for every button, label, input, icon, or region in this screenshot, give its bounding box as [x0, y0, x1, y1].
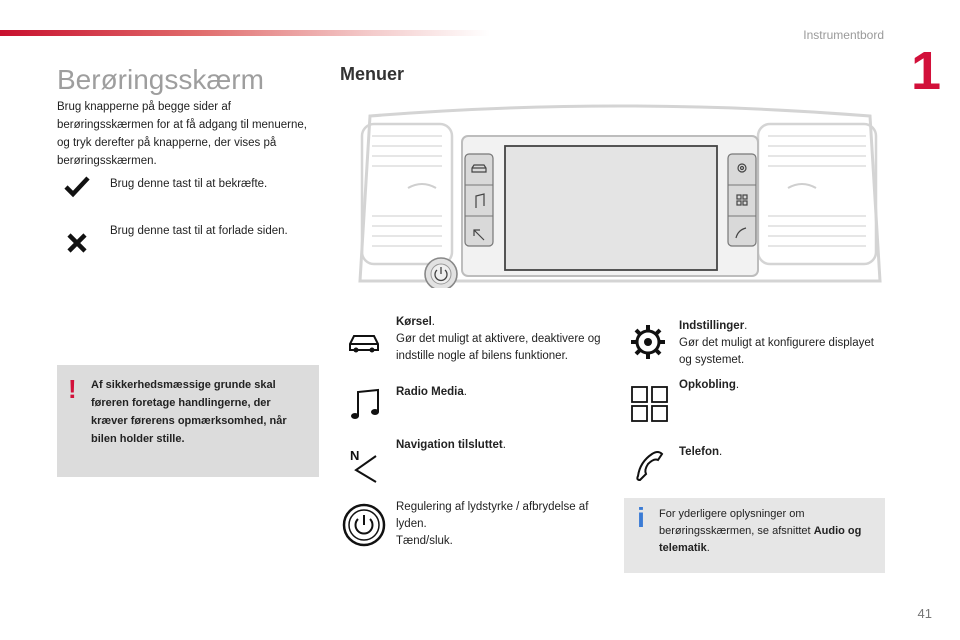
menu-item-settings: Indstillinger. Gør det muligt at konfigurere displayet og systemet.	[679, 320, 874, 366]
checkmark-icon	[64, 176, 90, 198]
section-label: Instrumentbord	[803, 28, 884, 42]
info-link[interactable]: Audio og telematik	[659, 525, 862, 554]
navigation-icon-letter: N	[350, 448, 360, 463]
car-icon	[344, 322, 384, 362]
navigation-arrow-icon	[348, 446, 388, 486]
confirm-description: Brug denne tast til at bekræfte.	[110, 178, 268, 190]
phone-icon	[632, 446, 672, 486]
exit-description: Brug denne tast til at forlade siden.	[110, 225, 288, 237]
music-note-icon	[346, 384, 386, 424]
settings-label: Indstillinger	[679, 320, 745, 332]
driving-label: Kørsel	[396, 316, 432, 328]
info-icon	[634, 504, 648, 530]
page-title: Berøringsskærm	[57, 64, 264, 95]
radio-label: Radio Media	[396, 386, 464, 398]
driving-description: Gør det muligt at aktivere, deaktivere og indstille nogle af bilens funktioner.	[396, 333, 601, 362]
power-knob-icon[interactable]	[342, 503, 386, 547]
svg-text:i: i	[637, 504, 645, 530]
info-text: For yderligere oplysninger om berøringsskærmen, se afsnittet Audio og telematik.	[659, 508, 862, 554]
cross-icon	[66, 232, 88, 254]
volume-description: Regulering af lydstyrke / afbrydelse af lyden.	[396, 501, 589, 530]
dashboard-illustration	[350, 96, 890, 288]
warning-text: Af sikkerhedsmæssige grunde skal føreren foretage handlingerne, der kræver førerens opmærksomhed, når bilen holder stille.	[91, 379, 287, 445]
header-accent-bar	[0, 30, 490, 36]
phone-label: Telefon	[679, 446, 720, 458]
navigation-label: Navigation tilsluttet	[396, 439, 503, 451]
menu-heading: Menuer	[340, 64, 405, 84]
menu-item-radio: Radio Media.	[396, 386, 467, 398]
menu-item-driving: Kørsel. Gør det muligt at aktivere, deaktivere og indstille nogle af bilens funktioner.	[396, 316, 601, 362]
intro-paragraph: Brug knapperne på begge sider af berøringsskærmen for at få adgang til menuerne, og tryk derefter på knapperne, der vises på berøringsskærmen.	[57, 101, 307, 167]
info-description: For yderligere oplysninger om berøringsskærmen, se afsnittet	[659, 508, 811, 537]
apps-grid-icon	[630, 384, 670, 424]
menu-item-volume	[396, 499, 606, 550]
power-description: Tænd/sluk.	[396, 535, 453, 547]
settings-description: Gør det muligt at konfigurere displayet og systemet.	[679, 337, 874, 366]
menu-item-connect: Opkobling.	[679, 379, 740, 391]
chapter-number: 1	[910, 41, 942, 101]
warning-icon: !	[68, 374, 77, 404]
gear-icon	[628, 322, 668, 362]
page-number: 41	[917, 606, 932, 621]
menu-item-navigation: Navigation tilsluttet.	[396, 439, 506, 451]
menu-item-phone: Telefon.	[679, 446, 723, 458]
connect-label: Opkobling	[679, 379, 736, 391]
